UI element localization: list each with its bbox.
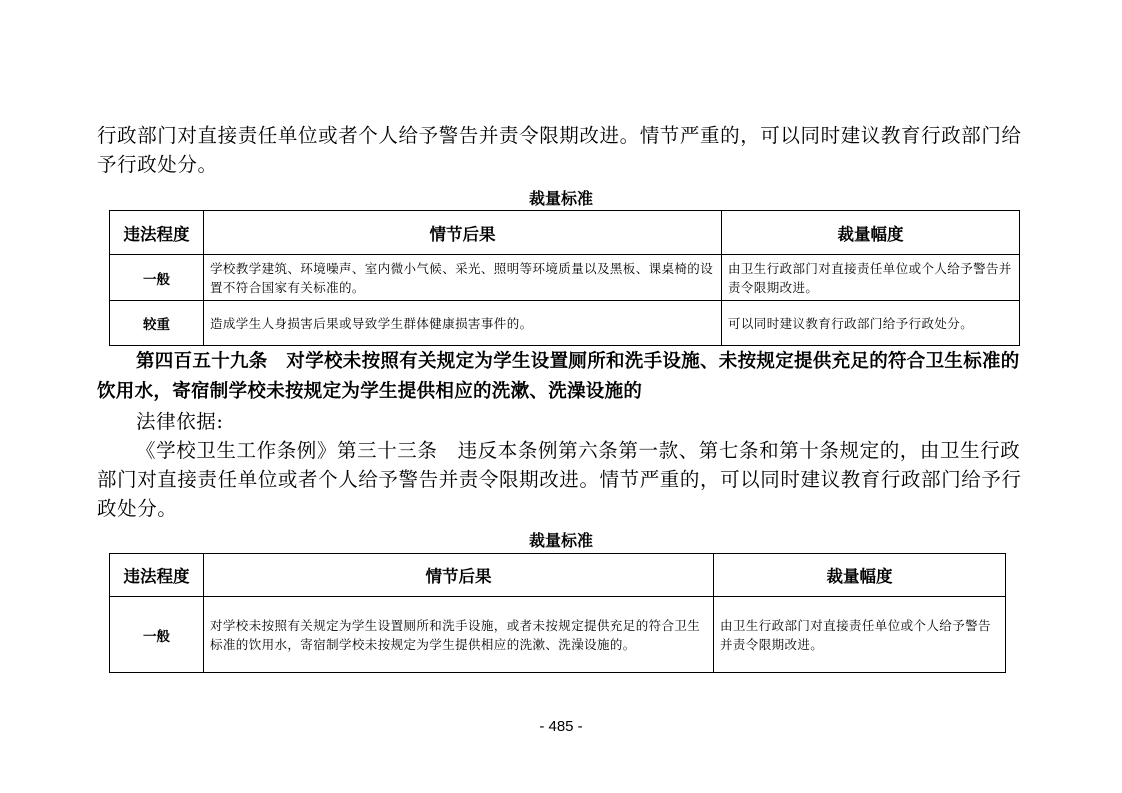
table2-caption: 裁量标准 xyxy=(528,531,593,550)
page-number: - 485 - xyxy=(539,718,583,735)
table1 xyxy=(109,210,1020,346)
table1-header-circumstance: 情节后果 xyxy=(204,211,722,255)
table1-row2-circumstance: 造成学生人身损害后果或导致学生群体健康损害事件的。 xyxy=(204,301,722,346)
table1-row1-measure: 由卫生行政部门对直接责任单位或个人给予警告并责令限期改进。 xyxy=(722,255,1020,301)
table2 xyxy=(109,553,1006,673)
table-row xyxy=(110,301,1020,346)
table2-row1-level: 一般 xyxy=(110,597,204,673)
table2-header-level: 违法程度 xyxy=(110,554,204,597)
legal-basis-text: 《学校卫生工作条例》第三十三条 违反本条例第六条第一款、第七条和第十条规定的，由卫生行政部门对直接责任单位或者个人给予警告并责令限期改进。情节严重的，可以同时建议教育行政部门给予行政处分。 xyxy=(97,439,1022,520)
table1-row1-circumstance: 学校教学建筑、环境噪声、室内微小气候、采光、照明等环境质量以及黑板、课桌椅的设置不符合国家有关标准的。 xyxy=(204,255,722,301)
table1-header-row xyxy=(110,211,1020,255)
table1-row2-measure: 可以同时建议教育行政部门给予行政处分。 xyxy=(722,301,1020,346)
table1-header-level: 违法程度 xyxy=(110,211,204,255)
table1-row2-level: 较重 xyxy=(110,301,204,346)
table2-row1-measure: 由卫生行政部门对直接责任单位或个人给予警告并责令限期改进。 xyxy=(714,597,1006,673)
table1-row1-level: 一般 xyxy=(110,255,204,301)
legal-basis-label: 法律依据: xyxy=(136,410,224,433)
intro-paragraph: 行政部门对直接责任单位或者个人给予警告并责令限期改进。情节严重的，可以同时建议教育行政部门给予行政处分。 xyxy=(97,124,1022,176)
table2-row1-circumstance: 对学校未按照有关规定为学生设置厕所和洗手设施，或者未按规定提供充足的符合卫生标准的饮用水，寄宿制学校未按规定为学生提供相应的洗漱、洗澡设施的。 xyxy=(204,597,714,673)
table1-caption: 裁量标准 xyxy=(528,189,593,208)
table1-header-measure: 裁量幅度 xyxy=(722,211,1020,255)
table2-header-measure: 裁量幅度 xyxy=(714,554,1006,597)
article-heading: 第四百五十九条 对学校未按照有关规定为学生设置厕所和洗手设施、未按规定提供充足的符合卫生标准的饮用水，寄宿制学校未按规定为学生提供相应的洗漱、洗澡设施的 xyxy=(97,351,1020,402)
table-row xyxy=(110,255,1020,301)
table2-header-circumstance: 情节后果 xyxy=(204,554,714,597)
table-row xyxy=(110,597,1006,673)
table2-header-row xyxy=(110,554,1006,597)
